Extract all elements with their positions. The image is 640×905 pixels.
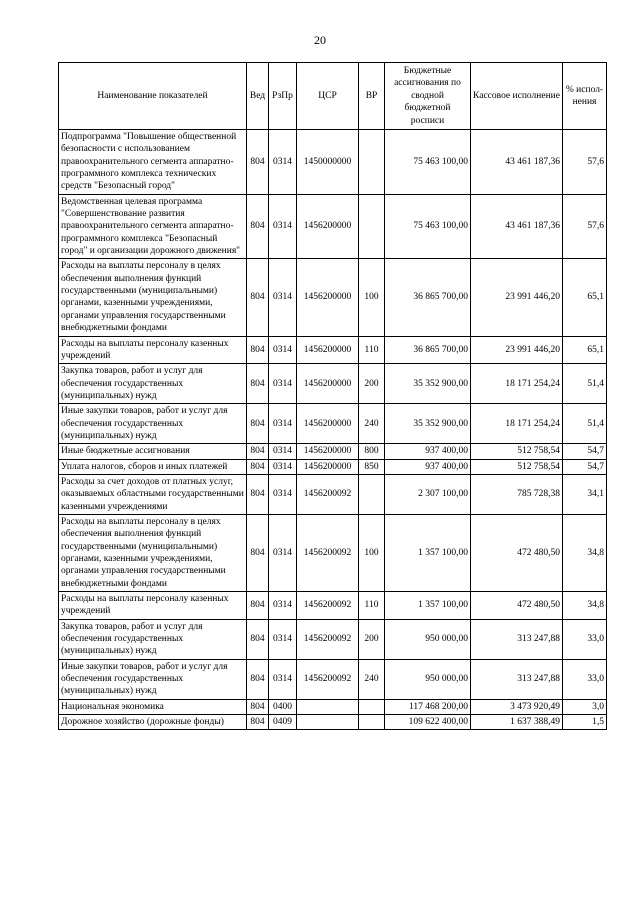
cell-csr: 1450000000 <box>297 130 359 195</box>
cell-rzpr: 0409 <box>269 715 297 730</box>
cell-cash: 472 480,50 <box>471 592 563 620</box>
cell-cash: 18 171 254,24 <box>471 364 563 404</box>
cell-ved: 804 <box>247 699 269 714</box>
cell-vr <box>359 194 385 259</box>
cell-name: Расходы на выплаты персоналу казенных учреждений <box>59 592 247 620</box>
cell-cash: 472 480,50 <box>471 514 563 591</box>
cell-ved: 804 <box>247 404 269 444</box>
cell-budget: 36 865 700,00 <box>385 336 471 364</box>
cell-budget: 937 400,00 <box>385 459 471 474</box>
cell-cash: 43 461 187,36 <box>471 194 563 259</box>
table-row <box>59 474 607 514</box>
table-row <box>59 194 607 259</box>
cell-ved: 804 <box>247 459 269 474</box>
cell-name: Уплата налогов, сборов и иных платежей <box>59 459 247 474</box>
cell-budget: 75 463 100,00 <box>385 130 471 195</box>
cell-ved: 804 <box>247 474 269 514</box>
cell-vr: 100 <box>359 514 385 591</box>
cell-rzpr: 0314 <box>269 619 297 659</box>
cell-name: Подпрограмма "Повышение общественной безопасности с использованием правоохранительного сегмента аппаратно-программного комплекса технических средств "Безопасный город" <box>59 130 247 195</box>
cell-vr: 850 <box>359 459 385 474</box>
cell-ved: 804 <box>247 444 269 459</box>
cell-cash: 3 473 920,49 <box>471 699 563 714</box>
cell-csr: 1456200092 <box>297 659 359 699</box>
cell-cash: 512 758,54 <box>471 459 563 474</box>
cell-budget: 36 865 700,00 <box>385 259 471 336</box>
cell-name: Расходы на выплаты персоналу казенных учреждений <box>59 336 247 364</box>
cell-csr: 1456200000 <box>297 459 359 474</box>
cell-budget: 35 352 900,00 <box>385 404 471 444</box>
cell-csr: 1456200000 <box>297 194 359 259</box>
cell-budget: 109 622 400,00 <box>385 715 471 730</box>
cell-name: Иные закупки товаров, работ и услуг для обеспечения государственных (муниципальных) нужд <box>59 659 247 699</box>
cell-percent: 1,5 <box>563 715 607 730</box>
page-number: 20 <box>314 33 326 47</box>
cell-name: Закупка товаров, работ и услуг для обеспечения государственных (муниципальных) нужд <box>59 619 247 659</box>
cell-vr: 110 <box>359 336 385 364</box>
cell-cash: 512 758,54 <box>471 444 563 459</box>
cell-percent: 34,8 <box>563 592 607 620</box>
cell-rzpr: 0314 <box>269 459 297 474</box>
cell-budget: 75 463 100,00 <box>385 194 471 259</box>
cell-percent: 54,7 <box>563 459 607 474</box>
cell-csr: 1456200000 <box>297 259 359 336</box>
cell-budget: 937 400,00 <box>385 444 471 459</box>
table-row <box>59 336 607 364</box>
cell-percent: 65,1 <box>563 259 607 336</box>
cell-percent: 57,6 <box>563 130 607 195</box>
header-name: Наименование показателей <box>59 63 247 130</box>
cell-name: Закупка товаров, работ и услуг для обеспечения государственных (муниципальных) нужд <box>59 364 247 404</box>
cell-percent: 65,1 <box>563 336 607 364</box>
table-row <box>59 514 607 591</box>
table-row <box>59 699 607 714</box>
cell-vr: 240 <box>359 659 385 699</box>
table-row <box>59 404 607 444</box>
cell-ved: 804 <box>247 364 269 404</box>
cell-percent: 33,0 <box>563 619 607 659</box>
table-row <box>59 444 607 459</box>
cell-budget: 950 000,00 <box>385 619 471 659</box>
cell-rzpr: 0314 <box>269 364 297 404</box>
cell-vr: 200 <box>359 364 385 404</box>
cell-cash: 785 728,38 <box>471 474 563 514</box>
header-budget: Бюджетные ассигнования по сводной бюджетной росписи <box>385 63 471 130</box>
cell-rzpr: 0314 <box>269 336 297 364</box>
cell-rzpr: 0314 <box>269 659 297 699</box>
cell-ved: 804 <box>247 336 269 364</box>
header-percent: % испол- нения <box>563 63 607 130</box>
cell-cash: 23 991 446,20 <box>471 336 563 364</box>
cell-name: Национальная экономика <box>59 699 247 714</box>
cell-name: Расходы за счет доходов от платных услуг, оказываемых областными государственными казенными учреждениями <box>59 474 247 514</box>
cell-budget: 117 468 200,00 <box>385 699 471 714</box>
header-vr: ВР <box>359 63 385 130</box>
cell-cash: 18 171 254,24 <box>471 404 563 444</box>
table-row <box>59 459 607 474</box>
cell-budget: 1 357 100,00 <box>385 514 471 591</box>
cell-vr <box>359 474 385 514</box>
cell-name: Иные бюджетные ассигнования <box>59 444 247 459</box>
cell-name: Дорожное хозяйство (дорожные фонды) <box>59 715 247 730</box>
cell-name: Расходы на выплаты персоналу в целях обеспечения выполнения функций государственными (муниципальными) органами, казенными учреждениями, органами управления государственными внебюджетными фондами <box>59 259 247 336</box>
cell-ved: 804 <box>247 259 269 336</box>
cell-vr: 200 <box>359 619 385 659</box>
cell-vr: 100 <box>359 259 385 336</box>
table-row <box>59 259 607 336</box>
cell-cash: 43 461 187,36 <box>471 130 563 195</box>
cell-csr: 1456200000 <box>297 364 359 404</box>
cell-rzpr: 0314 <box>269 259 297 336</box>
cell-percent: 34,1 <box>563 474 607 514</box>
cell-percent: 34,8 <box>563 514 607 591</box>
table-header-row <box>59 63 607 130</box>
cell-budget: 35 352 900,00 <box>385 364 471 404</box>
header-ved: Вед <box>247 63 269 130</box>
budget-execution-table <box>58 62 607 730</box>
table-row <box>59 592 607 620</box>
table-row <box>59 130 607 195</box>
cell-ved: 804 <box>247 514 269 591</box>
cell-vr: 110 <box>359 592 385 620</box>
cell-vr <box>359 715 385 730</box>
cell-ved: 804 <box>247 194 269 259</box>
cell-percent: 3,0 <box>563 699 607 714</box>
cell-csr <box>297 715 359 730</box>
cell-csr: 1456200092 <box>297 474 359 514</box>
cell-budget: 2 307 100,00 <box>385 474 471 514</box>
cell-csr: 1456200000 <box>297 444 359 459</box>
cell-rzpr: 0314 <box>269 514 297 591</box>
cell-name: Расходы на выплаты персоналу в целях обеспечения выполнения функций государственными (муниципальными) органами, казенными учреждениями, органами управления государственными внебюджетными фондами <box>59 514 247 591</box>
cell-cash: 313 247,88 <box>471 619 563 659</box>
cell-ved: 804 <box>247 130 269 195</box>
cell-vr <box>359 130 385 195</box>
cell-rzpr: 0400 <box>269 699 297 714</box>
cell-ved: 804 <box>247 715 269 730</box>
cell-csr: 1456200000 <box>297 404 359 444</box>
cell-vr: 240 <box>359 404 385 444</box>
cell-rzpr: 0314 <box>269 404 297 444</box>
cell-rzpr: 0314 <box>269 444 297 459</box>
cell-rzpr: 0314 <box>269 474 297 514</box>
cell-csr: 1456200092 <box>297 592 359 620</box>
cell-csr: 1456200092 <box>297 619 359 659</box>
cell-cash: 313 247,88 <box>471 659 563 699</box>
table-row <box>59 364 607 404</box>
cell-rzpr: 0314 <box>269 194 297 259</box>
cell-percent: 51,4 <box>563 364 607 404</box>
cell-rzpr: 0314 <box>269 592 297 620</box>
cell-name: Иные закупки товаров, работ и услуг для обеспечения государственных (муниципальных) нужд <box>59 404 247 444</box>
cell-percent: 57,6 <box>563 194 607 259</box>
cell-cash: 23 991 446,20 <box>471 259 563 336</box>
cell-vr <box>359 699 385 714</box>
cell-cash: 1 637 388,49 <box>471 715 563 730</box>
header-rzpr: РзПр <box>269 63 297 130</box>
cell-budget: 1 357 100,00 <box>385 592 471 620</box>
cell-name: Ведомственная целевая программа "Совершенствование развития правоохранительного сегмента аппаратно-программного комплекса "Безопасный город" и организации дорожного движения" <box>59 194 247 259</box>
header-cash: Кассовое исполнение <box>471 63 563 130</box>
cell-csr <box>297 699 359 714</box>
cell-percent: 33,0 <box>563 659 607 699</box>
cell-ved: 804 <box>247 592 269 620</box>
header-csr: ЦСР <box>297 63 359 130</box>
table-row <box>59 619 607 659</box>
cell-vr: 800 <box>359 444 385 459</box>
cell-csr: 1456200092 <box>297 514 359 591</box>
cell-percent: 51,4 <box>563 404 607 444</box>
cell-ved: 804 <box>247 619 269 659</box>
cell-csr: 1456200000 <box>297 336 359 364</box>
table-body <box>59 130 607 730</box>
cell-budget: 950 000,00 <box>385 659 471 699</box>
table-row <box>59 659 607 699</box>
cell-rzpr: 0314 <box>269 130 297 195</box>
cell-percent: 54,7 <box>563 444 607 459</box>
table-row <box>59 715 607 730</box>
cell-ved: 804 <box>247 659 269 699</box>
